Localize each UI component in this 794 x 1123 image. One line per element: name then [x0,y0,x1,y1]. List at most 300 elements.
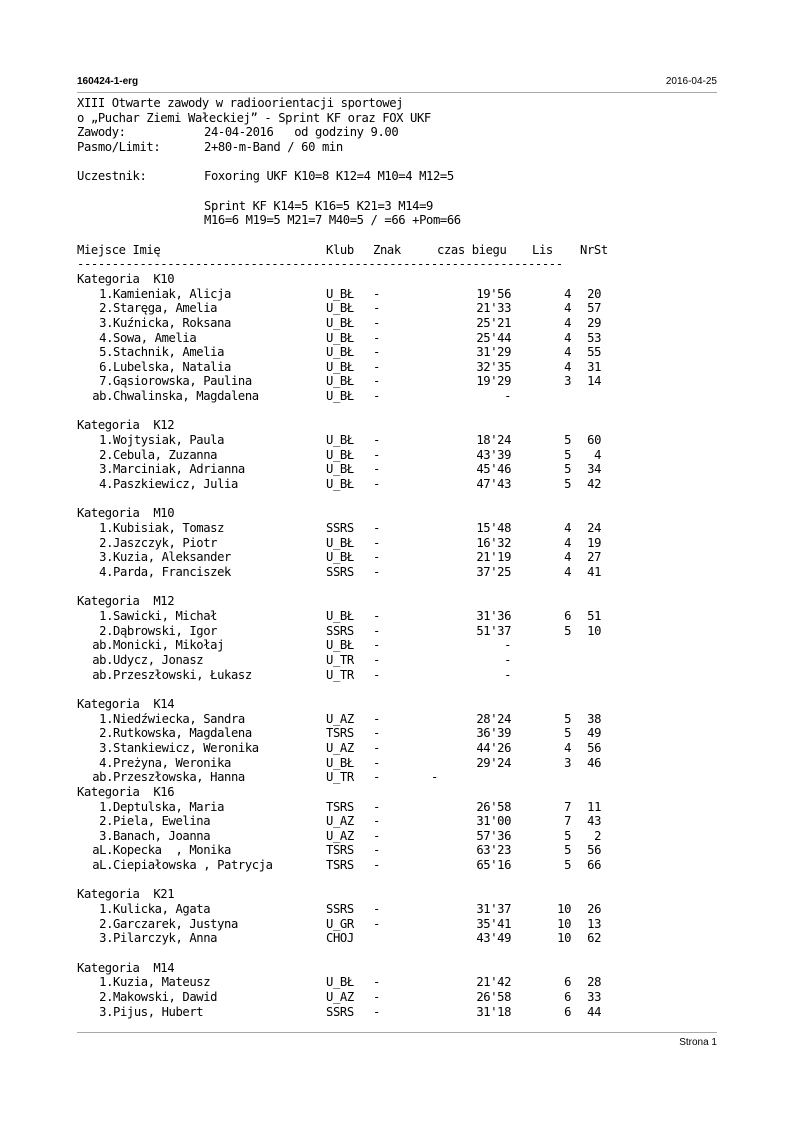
competitor-name: Piela, Ewelina [113,814,211,829]
run-time: 63'23 [476,843,511,858]
competitor-name: Stachnik, Amelia [113,345,224,360]
fox-count: 6 [564,1004,571,1019]
competitor-name: Parda, Franciszek [113,565,231,579]
result-row [77,565,608,580]
category-block [77,887,608,960]
col-time: czas biegu [437,242,507,257]
rank-cell: ab. [92,638,113,653]
fox-count: 4 [564,565,571,579]
club-code: U_TR [326,770,354,785]
result-row [77,990,608,1005]
club-code: U_BŁ [326,755,354,770]
start-number: 14 [587,374,601,389]
fox-count: 5 [564,462,571,477]
fox-count: 6 [564,975,571,990]
rank-cell: aL. [92,843,113,858]
category-block [77,785,608,888]
rank-cell: 2. [99,814,113,829]
competitor-name: Kubisiak, Tomasz [113,521,224,536]
result-row [77,814,608,829]
club-code: SSRS [326,565,354,579]
rank-cell: 1. [99,608,113,623]
blank-line [77,873,608,888]
call-sign: - [373,374,380,389]
competitor-name: Chwalinska, Magdalena [113,389,259,404]
start-number: 10 [587,623,601,638]
competitor-name: Stankiewicz, Weronika [113,740,259,755]
call-sign: - [373,345,380,360]
column-headers [77,243,608,258]
rank-cell: aL. [92,858,113,873]
result-row [77,917,608,932]
start-number: 19 [587,535,601,550]
start-number: 41 [587,565,601,579]
competitor-name: Pijus, Hubert [113,1004,204,1019]
title-line-2: o „Puchar Ziemi Wałeckiej” - Sprint KF oraz FOX UKF [77,110,431,125]
run-time: 35'41 [476,916,511,931]
club-code: U_BŁ [326,433,354,448]
result-row [77,433,608,448]
rank-cell: ab. [92,652,113,667]
call-sign: - [373,843,380,858]
result-row [77,653,608,668]
competitor-name: Preżyna, Weronika [113,755,231,770]
blank-line [77,228,608,243]
pasmo-value: 2+80-m-Band / 60 min [204,139,343,154]
result-row [77,712,608,727]
rank-cell: 4. [99,330,113,345]
call-sign: - [373,828,380,843]
competitor-name: Sawicki, Michał [113,608,218,623]
footer-rule [77,1032,717,1033]
participants-row [77,169,608,184]
call-sign: - [373,652,380,667]
run-time: 37'25 [476,565,511,579]
start-number: 11 [587,799,601,814]
result-row [77,609,608,624]
club-code: SSRS [326,521,354,536]
competitor-name: Cebula, Zuzanna [113,447,218,462]
run-time: - [504,652,511,667]
rank-cell: 2. [99,916,113,931]
start-number: 26 [587,902,601,917]
categories-container [77,272,608,1019]
competitor-name: Dąbrowski, Igor [113,623,218,638]
title-line-1: XIII Otwarte zawody w radioorientacji sportowej [77,96,404,110]
result-row [77,858,608,873]
result-row [77,902,608,917]
fox-count: 4 [564,286,571,301]
fox-count: 10 [557,916,571,931]
start-number: 33 [587,990,601,1005]
rank-cell: 2. [99,301,113,316]
start-number: 42 [587,477,601,492]
result-row [77,536,608,551]
fox-count: 3 [564,374,571,389]
run-time: 26'58 [476,990,511,1005]
rank-cell: 4. [99,477,113,492]
club-code: U_BŁ [326,638,354,653]
club-code: U_BŁ [326,374,354,389]
club-code: TSRS [326,858,354,873]
result-row [77,756,608,771]
start-number: 43 [587,814,601,829]
zawody-value: 24-04-2016 od godziny 9.00 [204,125,399,140]
call-sign: - [373,462,380,477]
competitor-name: Przeszłowska, Hanna [113,770,245,785]
rank-cell: 3. [99,828,113,843]
start-number: 57 [587,301,601,316]
rank-cell: 1. [99,521,113,536]
start-number: 20 [587,286,601,301]
run-time: 31'18 [476,1004,511,1019]
run-time: 43'49 [476,931,511,946]
club-code: U_BŁ [326,550,354,565]
result-row [77,1005,608,1020]
fox-count: 7 [564,799,571,814]
fox-count: 3 [564,755,571,770]
call-sign: - [373,477,380,492]
rank-cell: ab. [92,389,113,404]
result-row [77,931,608,946]
fox-count: 7 [564,814,571,829]
start-number: 44 [587,1004,601,1019]
club-code: U_TR [326,652,354,667]
result-row [77,829,608,844]
call-sign: - [373,433,380,448]
fox-count: 4 [564,550,571,565]
blank-line [77,155,608,170]
competitor-name: Rutkowska, Magdalena [113,726,252,741]
separator-line: ---------------------------------------------------------------------- [77,257,563,272]
start-number: 51 [587,608,601,623]
club-code: U_BŁ [326,359,354,374]
club-code: SSRS [326,1004,354,1019]
category-title: Kategoria K10 [77,271,175,286]
rank-cell: 1. [99,902,113,917]
result-row [77,301,608,316]
call-sign: - [373,521,380,536]
rank-cell: 5. [99,345,113,360]
result-row [77,843,608,858]
category-block [77,506,608,594]
rank-cell: 2. [99,726,113,741]
competitor-name: Niedźwiecka, Sandra [113,711,245,726]
start-number: 2 [594,828,601,843]
category-block [77,594,608,697]
col-lis: Lis [532,242,553,257]
result-row [77,668,608,683]
club-code: U_TR [326,667,354,682]
zawody-label: Zawody: [77,125,126,140]
col-club: Klub [326,242,354,257]
start-number: 27 [587,550,601,565]
competitor-name: Jaszczyk, Piotr [113,535,218,550]
rank-cell: 2. [99,447,113,462]
run-time: 31'29 [476,345,511,360]
run-time: 31'37 [476,902,511,917]
pasmo-label: Pasmo/Limit: [77,139,161,154]
competitor-name: Makowski, Dawid [113,990,218,1005]
rank-cell: 3. [99,1004,113,1019]
run-time: 47'43 [476,477,511,492]
run-time: 25'21 [476,315,511,330]
start-number: 46 [587,755,601,770]
fox-count: 4 [564,535,571,550]
start-number: 56 [587,843,601,858]
call-sign: - [373,330,380,345]
run-time: 44'26 [476,740,511,755]
fox-count: 4 [564,330,571,345]
competitor-name: Kamieniak, Alicja [113,286,231,301]
call-sign: - [373,286,380,301]
run-time: 28'24 [476,711,511,726]
call-sign: - [373,755,380,770]
run-time: 18'24 [476,433,511,448]
call-sign: - [373,315,380,330]
blank-line [77,580,608,595]
fox-count: 5 [564,447,571,462]
run-time: 26'58 [476,799,511,814]
start-number: 29 [587,315,601,330]
run-time: 19'56 [476,286,511,301]
call-sign: - [373,814,380,829]
category-block [77,272,608,419]
start-number: 13 [587,916,601,931]
result-row [77,800,608,815]
run-time: 31'36 [476,608,511,623]
category-title: Kategoria K12 [77,418,175,433]
blank-line [77,184,608,199]
header-rule [77,92,717,93]
start-number: 66 [587,858,601,873]
call-sign: - [373,1004,380,1019]
club-code: U_AZ [326,711,354,726]
start-number: 62 [587,931,601,946]
call-sign: - [373,638,380,653]
category-title: Kategoria M12 [77,594,175,609]
competitor-name: Monicki, Mikołaj [113,638,224,653]
fox-count: 5 [564,477,571,492]
competitor-name: Kuźnicka, Roksana [113,315,231,330]
col-nrst: NrSt [580,242,608,257]
call-sign: - [373,990,380,1005]
fox-count: 6 [564,990,571,1005]
rank-cell: 6. [99,359,113,374]
rank-cell: 1. [99,799,113,814]
competitor-name: Garczarek, Justyna [113,916,238,931]
rank-cell: 3. [99,740,113,755]
rank-cell: 2. [99,990,113,1005]
club-code: U_BŁ [326,345,354,360]
result-row [77,638,608,653]
result-row [77,345,608,360]
blank-line [77,682,608,697]
fox-count: 4 [564,345,571,360]
competitor-name: Kopecka , Monika [113,843,231,858]
competitor-name: Deptulska, Maria [113,799,224,814]
run-time: 36'39 [476,726,511,741]
call-sign: - [373,535,380,550]
club-code: U_BŁ [326,462,354,477]
start-number: 49 [587,726,601,741]
run-time: - [504,389,511,404]
club-code: U_BŁ [326,315,354,330]
rank-cell: 3. [99,550,113,565]
competitor-name: Kuzia, Aleksander [113,550,231,565]
start-number: 4 [594,447,601,462]
start-number: 56 [587,740,601,755]
run-time: 57'36 [476,828,511,843]
call-sign: - [373,389,380,404]
document-id: 160424-1-erg [77,76,139,87]
run-time: 29'24 [476,755,511,770]
print-date: 2016-04-25 [665,76,717,87]
rank-cell: 2. [99,623,113,638]
call-sign: - [373,667,380,682]
rank-cell: 1. [99,433,113,448]
fox-count: 5 [564,623,571,638]
rank-cell: ab. [92,770,113,785]
result-row [77,374,608,389]
uczestnik-label: Uczestnik: [77,169,147,184]
club-code: U_BŁ [326,608,354,623]
category-title: Kategoria M14 [77,960,175,975]
category-title: Kategoria M10 [77,506,175,521]
call-sign: - [373,726,380,741]
start-number: 55 [587,345,601,360]
result-row [77,624,608,639]
rank-cell: 4. [99,755,113,770]
club-code: CHOJ [326,931,354,946]
participants-row-2 [77,199,608,214]
rank-cell: ab. [92,667,113,682]
fox-count: 5 [564,828,571,843]
band-limit-row [77,140,608,155]
club-code: U_GR [326,916,354,931]
call-sign: - [373,608,380,623]
category-block [77,961,608,1020]
rank-cell: 4. [99,565,113,579]
results-document [77,96,608,1019]
category-title: Kategoria K21 [77,887,175,902]
fox-count: 5 [564,433,571,448]
club-code: U_BŁ [326,389,354,404]
call-sign: - [373,975,380,990]
start-number: 24 [587,521,601,536]
club-code: U_BŁ [326,477,354,492]
rank-cell: 7. [99,374,113,389]
start-number: 53 [587,330,601,345]
call-sign: - [373,740,380,755]
club-code: TSRS [326,726,354,741]
competitor-name: Kuzia, Mateusz [113,975,211,990]
club-code: U_BŁ [326,286,354,301]
call-sign: - [373,301,380,316]
result-row [77,726,608,741]
category-block [77,697,608,785]
fox-count: 4 [564,359,571,374]
rank-cell: 1. [99,711,113,726]
club-code: U_AZ [326,740,354,755]
category-block [77,418,608,506]
fox-count: 5 [564,726,571,741]
competitor-name: Lubelska, Natalia [113,359,231,374]
rank-cell: 3. [99,462,113,477]
result-row [77,741,608,756]
call-sign: - [373,565,380,579]
competitor-name: Banach, Joanna [113,828,211,843]
competitor-name: Wojtysiak, Paula [113,433,224,448]
run-time: 21'42 [476,975,511,990]
result-row [77,477,608,492]
start-number: 38 [587,711,601,726]
result-row [77,462,608,477]
call-sign: - [373,916,380,931]
competitor-name: Pilarczyk, Anna [113,931,218,946]
result-row [77,550,608,565]
result-row [77,448,608,463]
run-time: 43'39 [476,447,511,462]
blank-line [77,404,608,419]
competitor-name: Udycz, Jonasz [113,652,204,667]
fox-count: 5 [564,858,571,873]
call-sign: - [373,858,380,873]
fox-count: 6 [564,608,571,623]
run-time: 25'44 [476,330,511,345]
event-date-row [77,125,608,140]
blank-line [77,946,608,961]
run-time: 31'00 [476,814,511,829]
fox-count: 4 [564,521,571,536]
fox-count: 4 [564,740,571,755]
club-code: TSRS [326,799,354,814]
rank-cell: 1. [99,975,113,990]
result-row [77,360,608,375]
club-code: U_AZ [326,828,354,843]
run-time: 51'37 [476,623,511,638]
result-row [77,770,608,785]
fox-count: 10 [557,931,571,946]
club-code: SSRS [326,623,354,638]
fox-count: 4 [564,301,571,316]
run-time: 15'48 [476,521,511,536]
col-place-name: Miejsce Imię [77,242,161,257]
competitor-name: Paszkiewicz, Julia [113,477,238,492]
fox-count: 5 [564,843,571,858]
club-code: U_BŁ [326,975,354,990]
result-row [77,331,608,346]
run-time: - [504,638,511,653]
club-code: SSRS [326,902,354,917]
start-number: 31 [587,359,601,374]
participants-sprint: Sprint KF K14=5 K16=5 K21=3 M14=9 [204,198,433,213]
result-row [77,316,608,331]
club-code: U_AZ [326,990,354,1005]
call-sign: - [373,711,380,726]
participants-foxoring: Foxoring UKF K10=8 K12=4 M10=4 M12=5 [204,169,454,184]
club-code: U_BŁ [326,447,354,462]
category-title: Kategoria K16 [77,784,175,799]
start-number: 34 [587,462,601,477]
call-sign: - [373,770,380,785]
club-code: U_AZ [326,814,354,829]
call-sign: - [373,550,380,565]
competitor-name: Gąsiorowska, Paulina [113,374,252,389]
fox-count: 5 [564,711,571,726]
rank-cell: 3. [99,315,113,330]
club-code: U_BŁ [326,535,354,550]
